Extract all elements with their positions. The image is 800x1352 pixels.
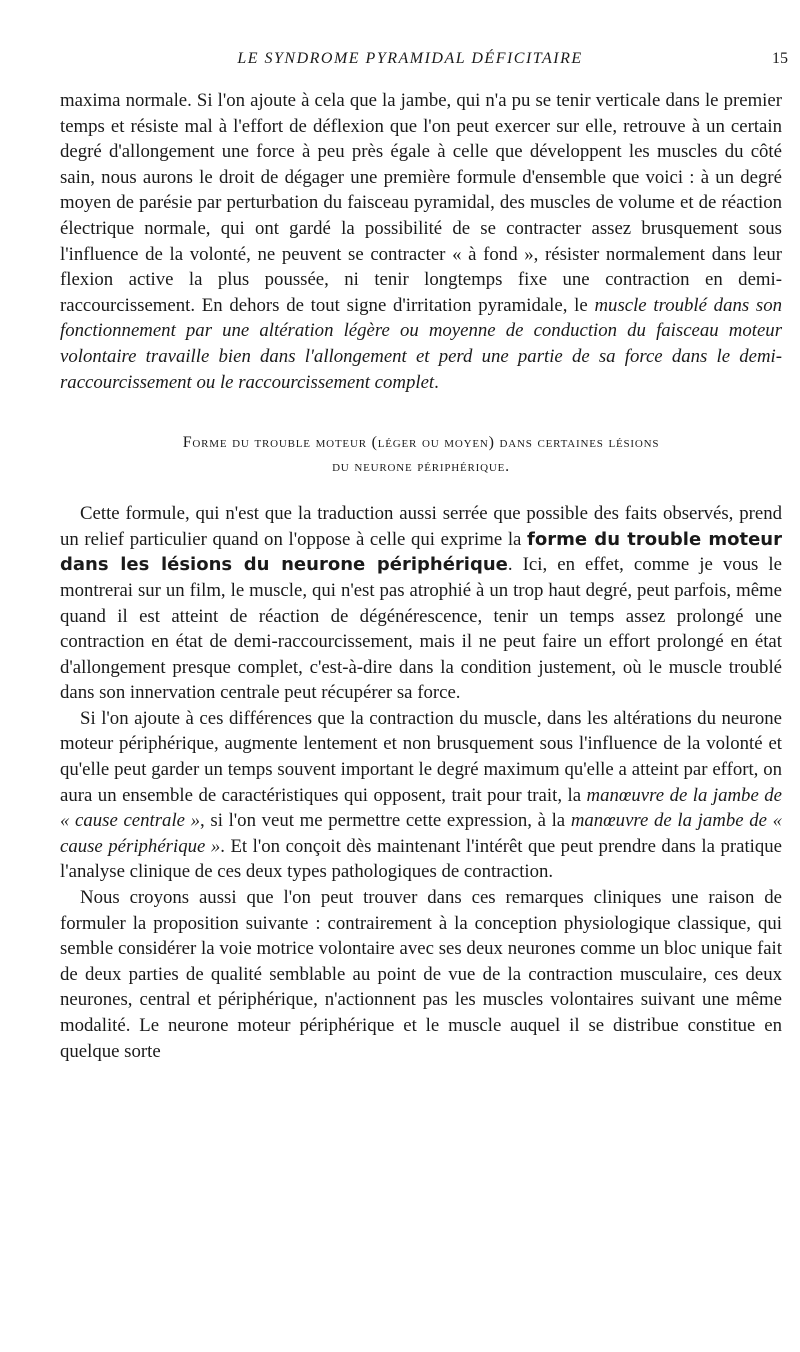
paragraph-3-text-c: . Et l'on conçoit dès maintenant l'intérêt que peut prendre dans la pratique l'analyse clinique de ces deux types pathologiques de contraction. <box>60 835 783 883</box>
section-heading-line-2: du neurone périphérique. <box>332 458 510 476</box>
paragraph-4-text: Nous croyons aussi que l'on peut trouver dans ces remarques cliniques une raison de formuler la proposition suivante : contrairement à la conception physiologique classique, qui semble considérer la voie motrice volontaire avec ses deux neurones comme un bloc unique fait de deux parties de qualité semblable au point de vue de la contraction musculaire, ces deux neurones, central et périphérique, n'actionnent pas les muscles volontaires suivant une même modalité. Le neurone moteur périphérique et le muscle auquel il se distribue constitue en quelque sorte <box>60 887 782 1062</box>
running-title: LE SYNDROME PYRAMIDAL DÉFICITAIRE <box>237 50 583 67</box>
paragraph-2-bold-phrase: forme du trouble moteur dans les lésions du neurone périphérique <box>60 528 782 576</box>
paragraph-1-text: maxima normale. Si l'on ajoute à cela que la jambe, qui n'a pu se tenir verticale dans le premier temps et résiste mal à l'effort de déflexion que l'on peut exercer sur elle, retrouve à un certain degré d'allongement une force à peu près égale à celle que développent les muscles du côté sain, nous aurons le droit de dégager une première formule d'ensemble que voici : à un degré moyen de parésie par perturbation du faisceau pyramidal, des muscles de volume et de réaction électrique normale, qui ont gardé la possibilité de se contracter assez brusquement sous l'influence de la volonté, ne peuvent se contracter « à fond », résister normalement dans leur flexion active la plus poussée, ni tenir longtemps fixe une contraction en demi-raccourcissement. En dehors de tout signe d'irritation pyramidale, le <box>60 90 782 316</box>
page-number: 15 <box>772 50 788 67</box>
page-header <box>60 50 788 74</box>
page-body <box>60 88 782 1064</box>
section-heading-line-1: Forme du trouble moteur (léger ou moyen) dans certaines lésions <box>182 434 660 452</box>
paragraph-1-end: . <box>434 371 439 393</box>
paragraph-1-italic-conclusion: muscle troublé dans son fonctionnement par une altération légère ou moyenne de conduction du faisceau moteur volontaire travaille bien dans l'allongement et perd une partie de sa force dans le demi-raccourcissement ou le raccourcissement complet <box>60 294 782 393</box>
paragraph-3-text-a: Si l'on ajoute à ces différences que la contraction du muscle, dans les altérations du neurone moteur périphérique, augmente lentement et non brusquement sous l'influence de la volonté et qu'elle peut garder un temps souvent important le degré maximum qu'elle a atteint par effort, on aura un ensemble de caractéristiques qui opposent, trait pour trait, la <box>60 707 782 806</box>
paragraph-4 <box>60 885 782 1064</box>
paragraph-3-text-b: , si l'on veut me permettre cette expression, à la <box>200 810 571 832</box>
paragraph-3-italic-2: manœuvre de la jambe de « cause périphérique » <box>60 810 782 857</box>
paragraph-2-text-b: . Ici, en effet, comme je vous le montrerai sur un film, le muscle, qui n'est pas atrophié à un trop haut degré, peut parfois, même quand il est atteint de réaction de dégénérescence, tenir un temps assez prolongé une contraction en état de demi-raccourcissement, mais il ne peut faire un effort prolongé en état d'allongement presque complet, c'est-à-dire dans la condition justement, où le muscle troublé dans son innervation centrale peut récupérer sa force. <box>60 554 782 704</box>
paragraph-2-text-a: Cette formule, qui n'est que la traduction aussi serrée que possible des faits observés, prend un relief particulier quand on l'oppose à celle qui exprime la <box>60 503 782 550</box>
paragraph-1 <box>60 88 782 395</box>
paragraph-3 <box>60 706 782 885</box>
section-heading <box>60 431 782 479</box>
paragraph-2 <box>60 501 782 706</box>
paragraph-3-italic-1: manœuvre de la jambe de « cause centrale » <box>60 784 782 832</box>
